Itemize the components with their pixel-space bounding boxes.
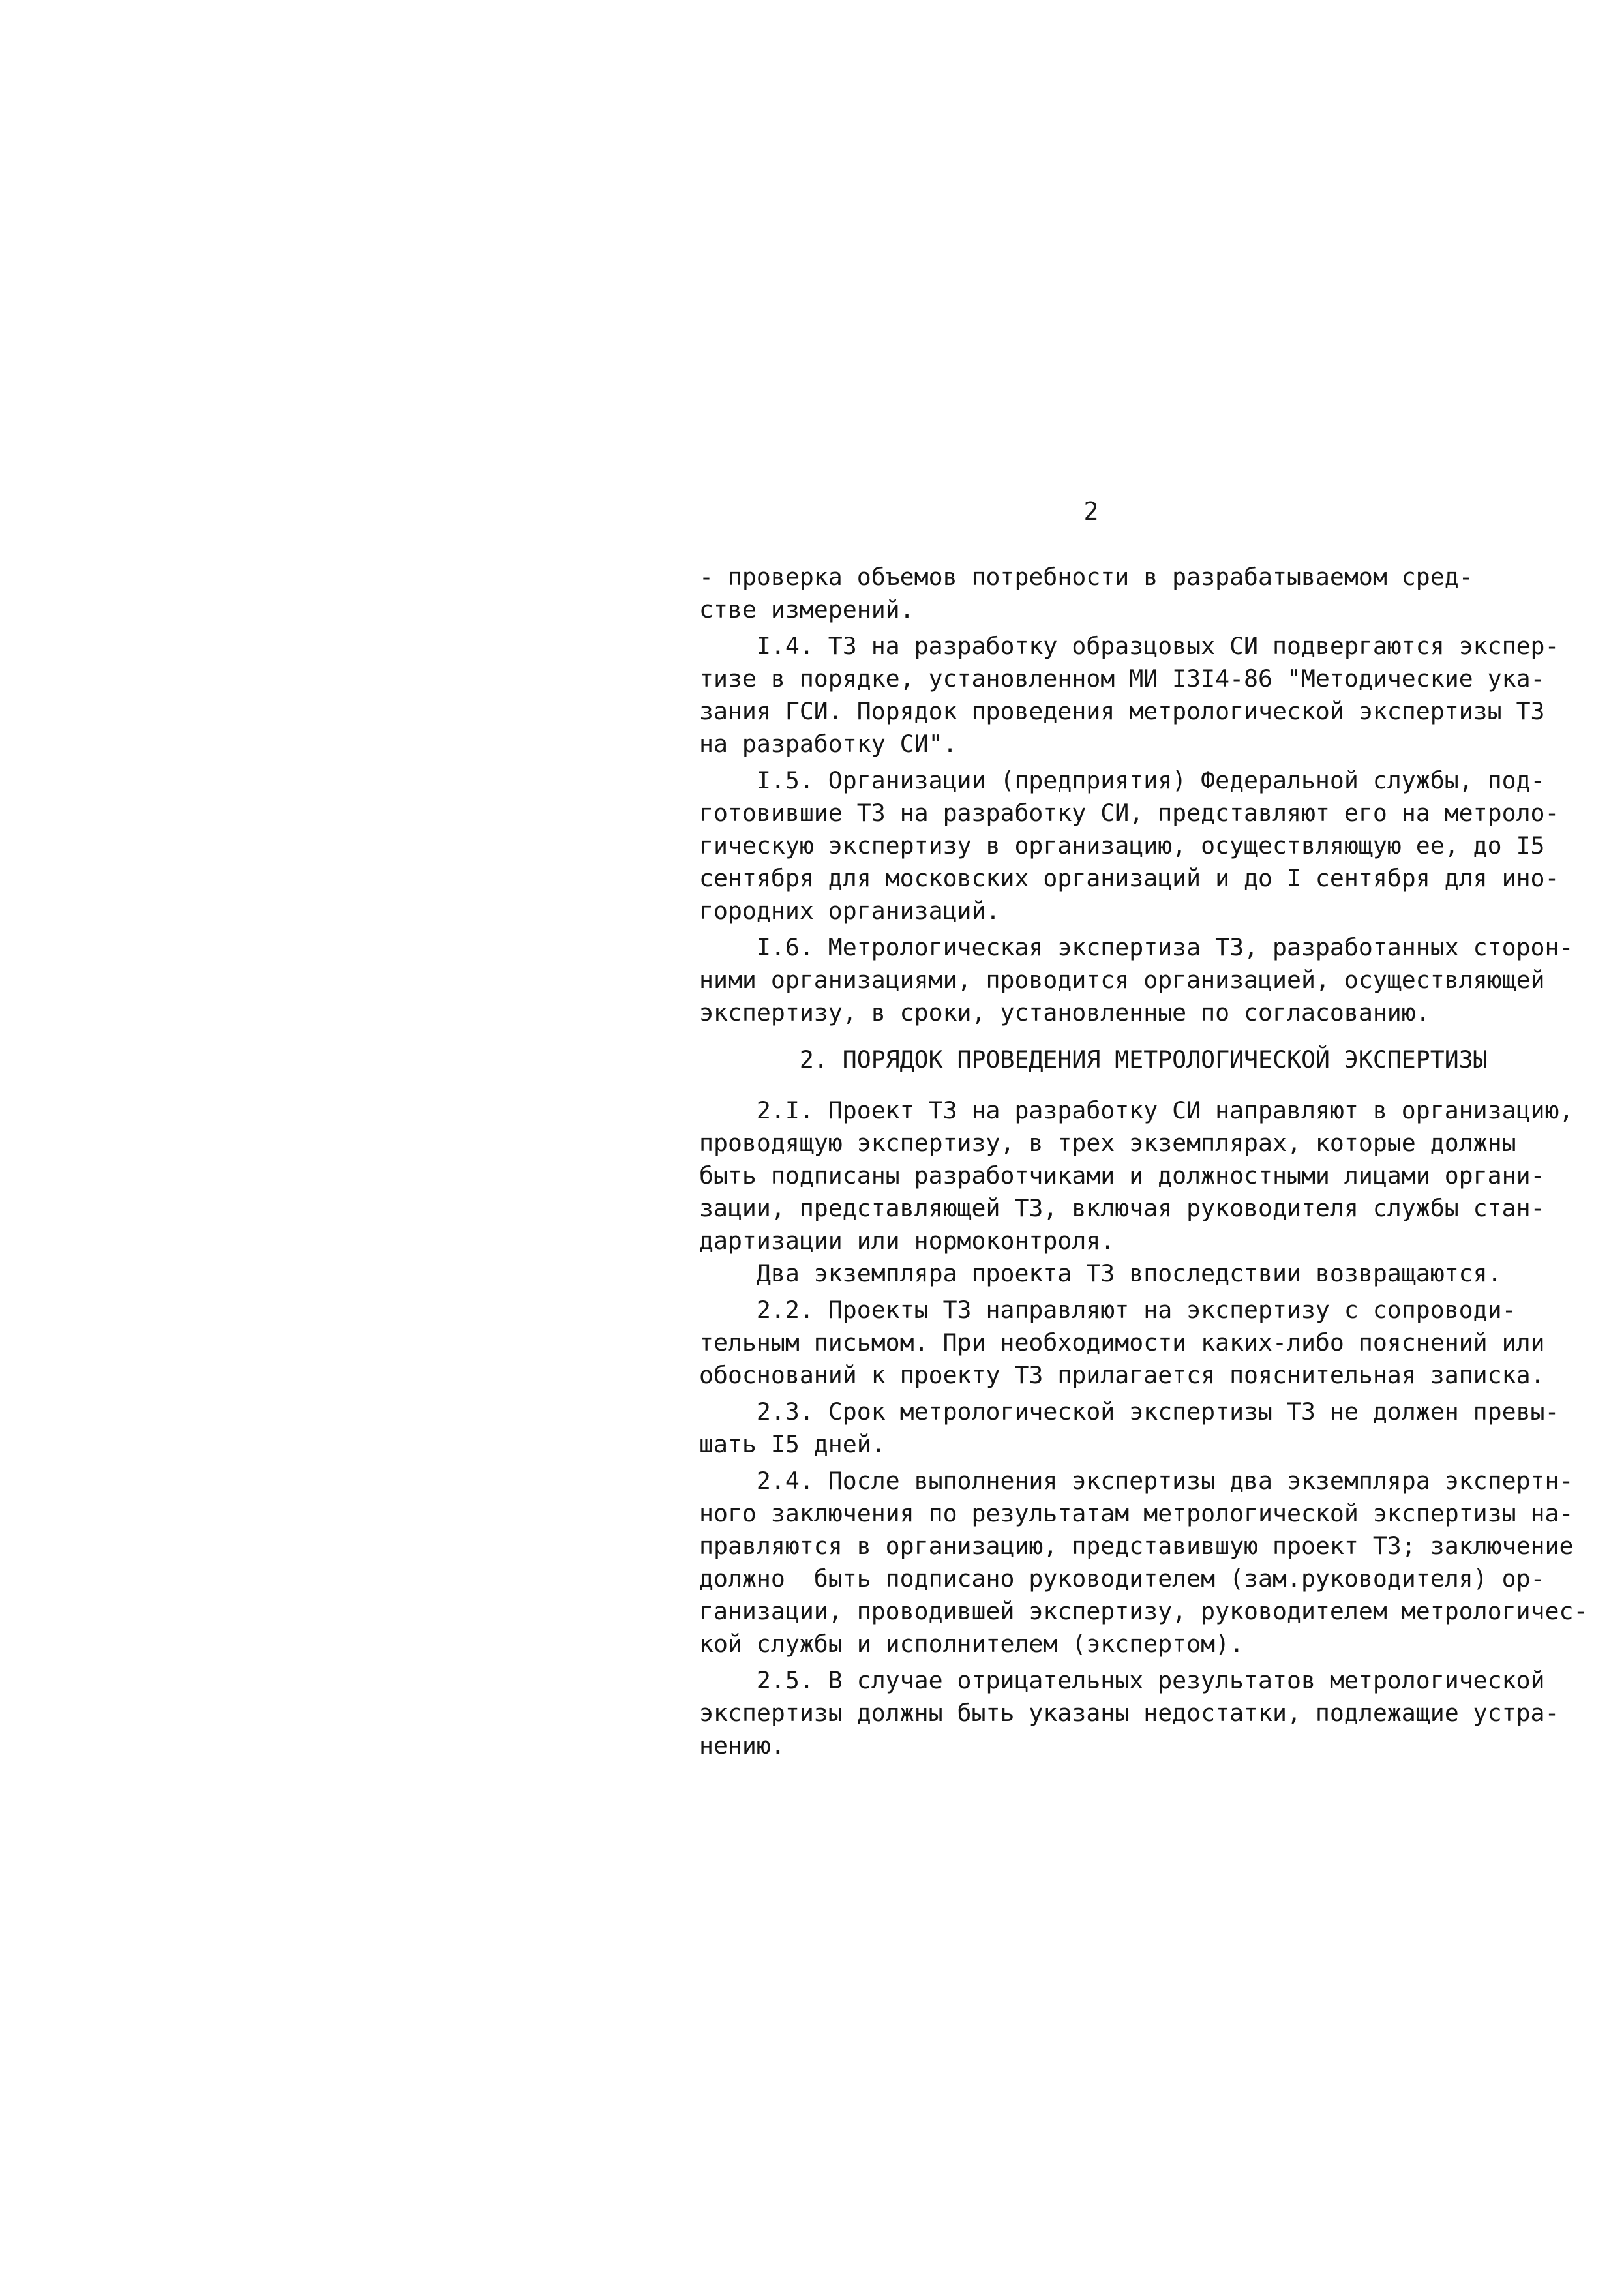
text-line: нению. — [699, 1731, 785, 1760]
para-2-2 — [699, 1294, 1550, 1392]
para-2-4 — [699, 1465, 1588, 1660]
heading-text: 2. ПОРЯДОК ПРОВЕДЕНИЯ МЕТРОЛОГИЧЕСКОЙ ЭКСПЕРТИЗЫ — [699, 1045, 1488, 1073]
text-line: шать I5 дней. — [699, 1430, 886, 1458]
section-2-heading — [699, 1043, 1550, 1076]
text-line: экспертизу, в сроки, установленные по согласованию. — [699, 998, 1430, 1027]
text-line: ганизации, проводившей экспертизу, руководителем метрологичес- — [699, 1597, 1588, 1625]
text-line: тизе в порядке, установленном МИ I3I4-86 "Методические ука- — [699, 665, 1545, 693]
document-body — [699, 561, 1588, 1762]
para-1-4 — [699, 630, 1559, 760]
text-line: ного заключения по результатам метрологической экспертизы на- — [699, 1499, 1574, 1527]
text-line: должно быть подписано руководителем (зам.руководителя) ор- — [699, 1565, 1545, 1593]
text-line: гическую экспертизу в организацию, осуществляющую ее, до I5 — [699, 832, 1545, 860]
text-line: быть подписаны разработчиками и должностными лицами органи- — [699, 1161, 1545, 1190]
text-line: экспертизы должны быть указаны недостатки, подлежащие устра- — [699, 1699, 1559, 1727]
text-line: ними организациями, проводится организацией, осуществляющей — [699, 966, 1545, 994]
text-line: I.6. Метрологическая экспертиза ТЗ, разработанных сторон- — [699, 933, 1574, 961]
text-line: сентября для московских организаций и до I сентября для ино- — [699, 864, 1559, 892]
text-line: готовившие ТЗ на разработку СИ, представляют его на метроло- — [699, 799, 1559, 827]
text-line: дартизации или нормоконтроля. — [699, 1227, 1115, 1255]
text-line: 2.3. Срок метрологической экспертизы ТЗ не должен превы- — [699, 1398, 1559, 1426]
text-line: Два экземпляра проекта ТЗ впоследствии возвращаются. — [699, 1259, 1502, 1287]
text-line: городних организаций. — [699, 897, 1000, 925]
para-1-5 — [699, 764, 1559, 927]
text-line: - проверка объемов потребности в разрабатываемом сред- — [699, 563, 1473, 591]
text-line: 2.2. Проекты ТЗ направляют на экспертизу с сопроводи- — [699, 1296, 1516, 1324]
para-1-6 — [699, 931, 1574, 1029]
para-proverka — [699, 561, 1550, 626]
text-line: I.4. ТЗ на разработку образцовых СИ подвергаются экспер- — [699, 632, 1559, 660]
para-2-5 — [699, 1664, 1559, 1762]
text-line: 2.5. В случае отрицательных результатов метрологической — [699, 1666, 1545, 1694]
text-line: кой службы и исполнителем (экспертом). — [699, 1630, 1244, 1658]
text-line: проводящую экспертизу, в трех экземплярах, которые должны — [699, 1129, 1516, 1157]
para-2-1 — [699, 1094, 1574, 1290]
text-line: 2.4. После выполнения экспертизы два экземпляра экспертн- — [699, 1467, 1574, 1495]
text-line: зания ГСИ. Порядок проведения метрологической экспертизы ТЗ — [699, 697, 1545, 725]
text-line: правляются в организацию, представившую проект ТЗ; заключение — [699, 1532, 1574, 1560]
text-line: обоснований к проекту ТЗ прилагается пояснительная записка. — [699, 1361, 1545, 1389]
para-2-3 — [699, 1396, 1559, 1461]
text-line: тельным письмом. При необходимости каких-либо пояснений или — [699, 1328, 1545, 1356]
text-line: I.5. Организации (предприятия) Федеральной службы, под- — [699, 766, 1545, 794]
text-line: стве измерений. — [699, 595, 914, 623]
page-number: 2 — [1083, 497, 1099, 526]
text-line: зации, представляющей ТЗ, включая руководителя службы стан- — [699, 1194, 1545, 1222]
text-line: 2.I. Проект ТЗ на разработку СИ направляют в организацию, — [699, 1096, 1574, 1124]
text-line: на разработку СИ". — [699, 730, 957, 758]
